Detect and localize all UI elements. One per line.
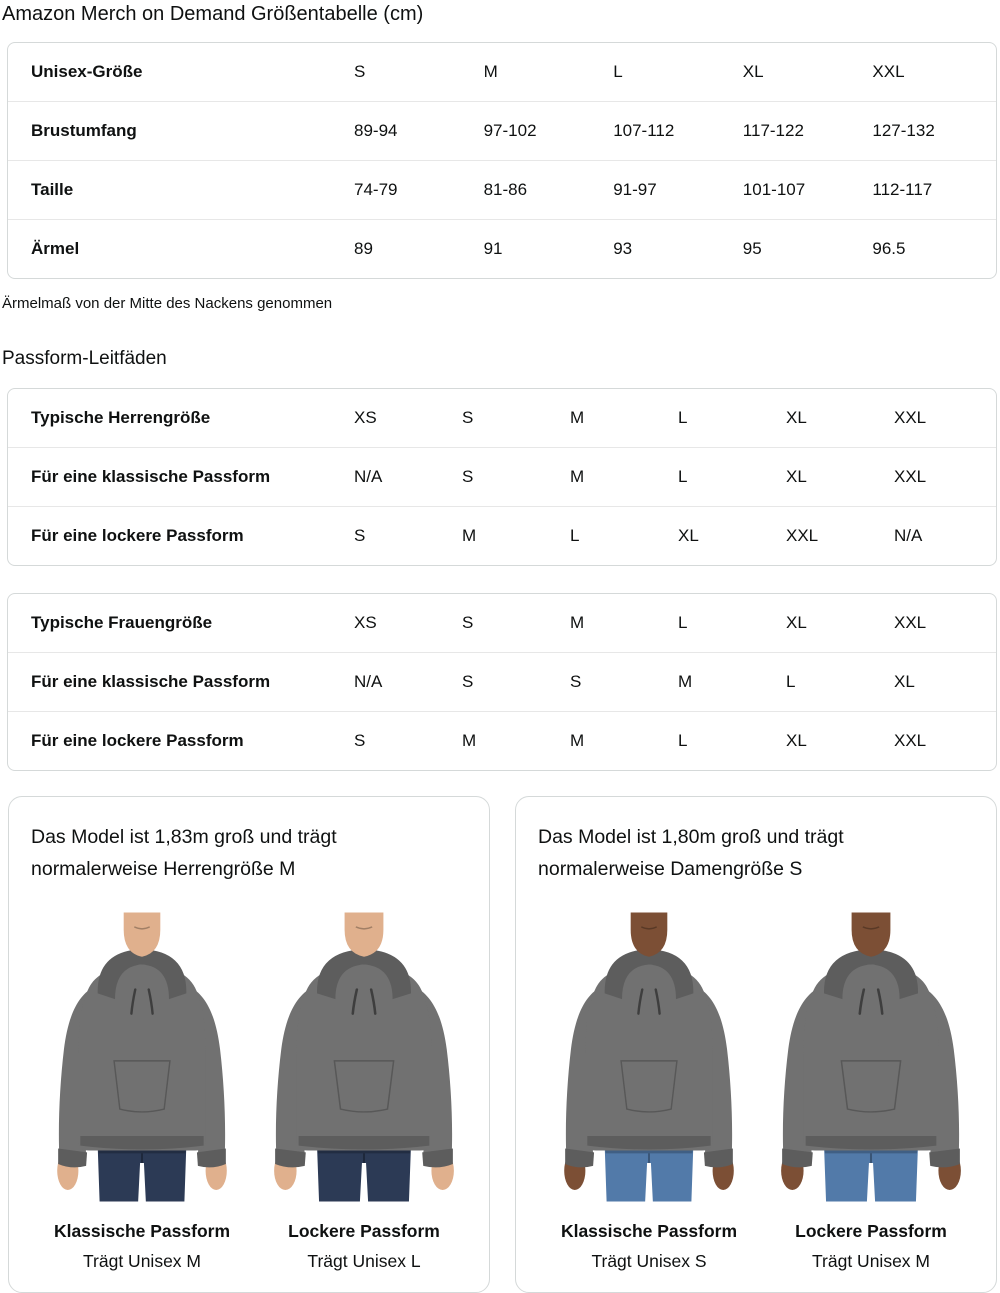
size-value: N/A bbox=[354, 672, 383, 691]
fit-label: Klassische Passform bbox=[560, 1221, 738, 1241]
size-value: S bbox=[462, 467, 474, 486]
size-value: 89 bbox=[354, 239, 373, 258]
col-header: S bbox=[354, 62, 366, 81]
col-header: M bbox=[570, 613, 585, 632]
size-label: Trägt Unisex M bbox=[812, 1251, 930, 1271]
size-value: XL bbox=[786, 467, 807, 486]
fit-guides-heading: Passform-Leitfäden bbox=[2, 348, 167, 369]
size-value: 81-86 bbox=[483, 180, 528, 199]
fit-label: Lockere Passform bbox=[288, 1221, 440, 1241]
size-value: XXL bbox=[786, 526, 819, 545]
table-row bbox=[8, 652, 996, 711]
size-value: 107-112 bbox=[613, 121, 675, 140]
size-value: XXL bbox=[894, 467, 927, 486]
size-value: M bbox=[462, 526, 477, 545]
size-value: 93 bbox=[613, 239, 633, 258]
figures-row bbox=[538, 907, 982, 1272]
row-label: Typische Herrengröße bbox=[31, 408, 211, 427]
size-value: 127-132 bbox=[872, 121, 935, 140]
size-value: 91-97 bbox=[613, 180, 657, 199]
table-row bbox=[8, 506, 996, 565]
size-value: N/A bbox=[894, 526, 923, 545]
size-value: 97-102 bbox=[483, 121, 537, 140]
size-value: 112-117 bbox=[872, 180, 933, 199]
size-value: L bbox=[678, 731, 688, 750]
size-value: S bbox=[462, 672, 474, 691]
col-header: XL bbox=[786, 613, 807, 632]
col-header: XL bbox=[786, 408, 807, 427]
table-header-row bbox=[8, 43, 996, 101]
hoodie-model-image bbox=[759, 907, 984, 1207]
col-header: XS bbox=[354, 613, 377, 632]
col-header: XXL bbox=[894, 613, 927, 632]
table-row bbox=[8, 447, 996, 506]
model-cards bbox=[8, 796, 997, 1293]
hoodie-model-image bbox=[36, 907, 248, 1207]
size-value: 117-122 bbox=[742, 121, 804, 140]
col-header: S bbox=[462, 408, 474, 427]
size-value: 95 bbox=[742, 239, 762, 258]
table-row bbox=[8, 219, 996, 278]
size-value: M bbox=[462, 731, 477, 750]
size-value: L bbox=[570, 526, 580, 545]
size-value: L bbox=[786, 672, 796, 691]
figures-row bbox=[31, 907, 475, 1272]
col-header: L bbox=[613, 62, 623, 81]
size-value: 74-79 bbox=[354, 180, 398, 199]
row-label: Für eine klassische Passform bbox=[31, 467, 271, 486]
size-value: 96.5 bbox=[872, 239, 906, 258]
model-figure-classic bbox=[31, 907, 253, 1272]
row-label: Für eine lockere Passform bbox=[31, 731, 244, 750]
size-value: XL bbox=[894, 672, 915, 691]
women-model-card bbox=[515, 796, 997, 1293]
size-value: L bbox=[678, 467, 688, 486]
size-value: 89-94 bbox=[354, 121, 398, 140]
col-header: M bbox=[570, 408, 585, 427]
row-label: Für eine klassische Passform bbox=[31, 672, 271, 691]
women-fit-table bbox=[7, 593, 997, 771]
size-value: 101-107 bbox=[742, 180, 806, 199]
men-fit-table bbox=[7, 388, 997, 566]
row-label: Für eine lockere Passform bbox=[31, 526, 244, 545]
size-value: S bbox=[354, 731, 366, 750]
size-value: 91 bbox=[483, 239, 503, 258]
model-figure-classic bbox=[538, 907, 760, 1272]
col-header: M bbox=[483, 62, 498, 81]
row-label: Typische Frauengröße bbox=[31, 613, 213, 632]
model-figure-loose bbox=[253, 907, 475, 1272]
size-value: XXL bbox=[894, 731, 927, 750]
size-label: Trägt Unisex M bbox=[83, 1251, 201, 1271]
size-value: M bbox=[678, 672, 693, 691]
size-label: Trägt Unisex S bbox=[591, 1251, 707, 1271]
model-description: Das Model ist 1,83m groß und trägt normalerweise Herrengröße M bbox=[31, 826, 337, 880]
col-header: XXL bbox=[872, 62, 905, 81]
unisex-size-table bbox=[7, 42, 997, 279]
model-description: Das Model ist 1,80m groß und trägt normalerweise Damengröße S bbox=[538, 826, 844, 880]
col-header: XL bbox=[742, 62, 764, 81]
table-row bbox=[8, 160, 996, 219]
col-header: XS bbox=[354, 408, 377, 427]
size-value: XL bbox=[678, 526, 699, 545]
col-header: XXL bbox=[894, 408, 927, 427]
page-title: Amazon Merch on Demand Größentabelle (cm) bbox=[2, 3, 424, 25]
size-value: M bbox=[570, 731, 585, 750]
size-value: S bbox=[570, 672, 582, 691]
row-label: Brustumfang bbox=[31, 121, 137, 140]
size-label: Trägt Unisex L bbox=[307, 1251, 421, 1271]
men-model-card bbox=[8, 796, 490, 1293]
row-label: Ärmel bbox=[31, 239, 80, 258]
col-header: L bbox=[678, 408, 688, 427]
fit-label: Klassische Passform bbox=[53, 1221, 231, 1241]
hoodie-model-image bbox=[543, 907, 755, 1207]
size-value: XL bbox=[786, 731, 807, 750]
fit-label: Lockere Passform bbox=[795, 1221, 947, 1241]
col-header: L bbox=[678, 613, 688, 632]
size-value: S bbox=[354, 526, 366, 545]
row-label: Unisex-Größe bbox=[31, 62, 143, 81]
col-header: S bbox=[462, 613, 474, 632]
table-header-row bbox=[8, 389, 996, 447]
table-row bbox=[8, 711, 996, 770]
size-value: M bbox=[570, 467, 585, 486]
size-value: N/A bbox=[354, 467, 383, 486]
table-row bbox=[8, 101, 996, 160]
model-figure-loose bbox=[760, 907, 982, 1272]
sleeve-measure-footnote: Ärmelmaß von der Mitte des Nackens genommen bbox=[2, 295, 333, 312]
row-label: Taille bbox=[31, 180, 74, 199]
table-header-row bbox=[8, 594, 996, 652]
hoodie-model-image bbox=[252, 907, 477, 1207]
